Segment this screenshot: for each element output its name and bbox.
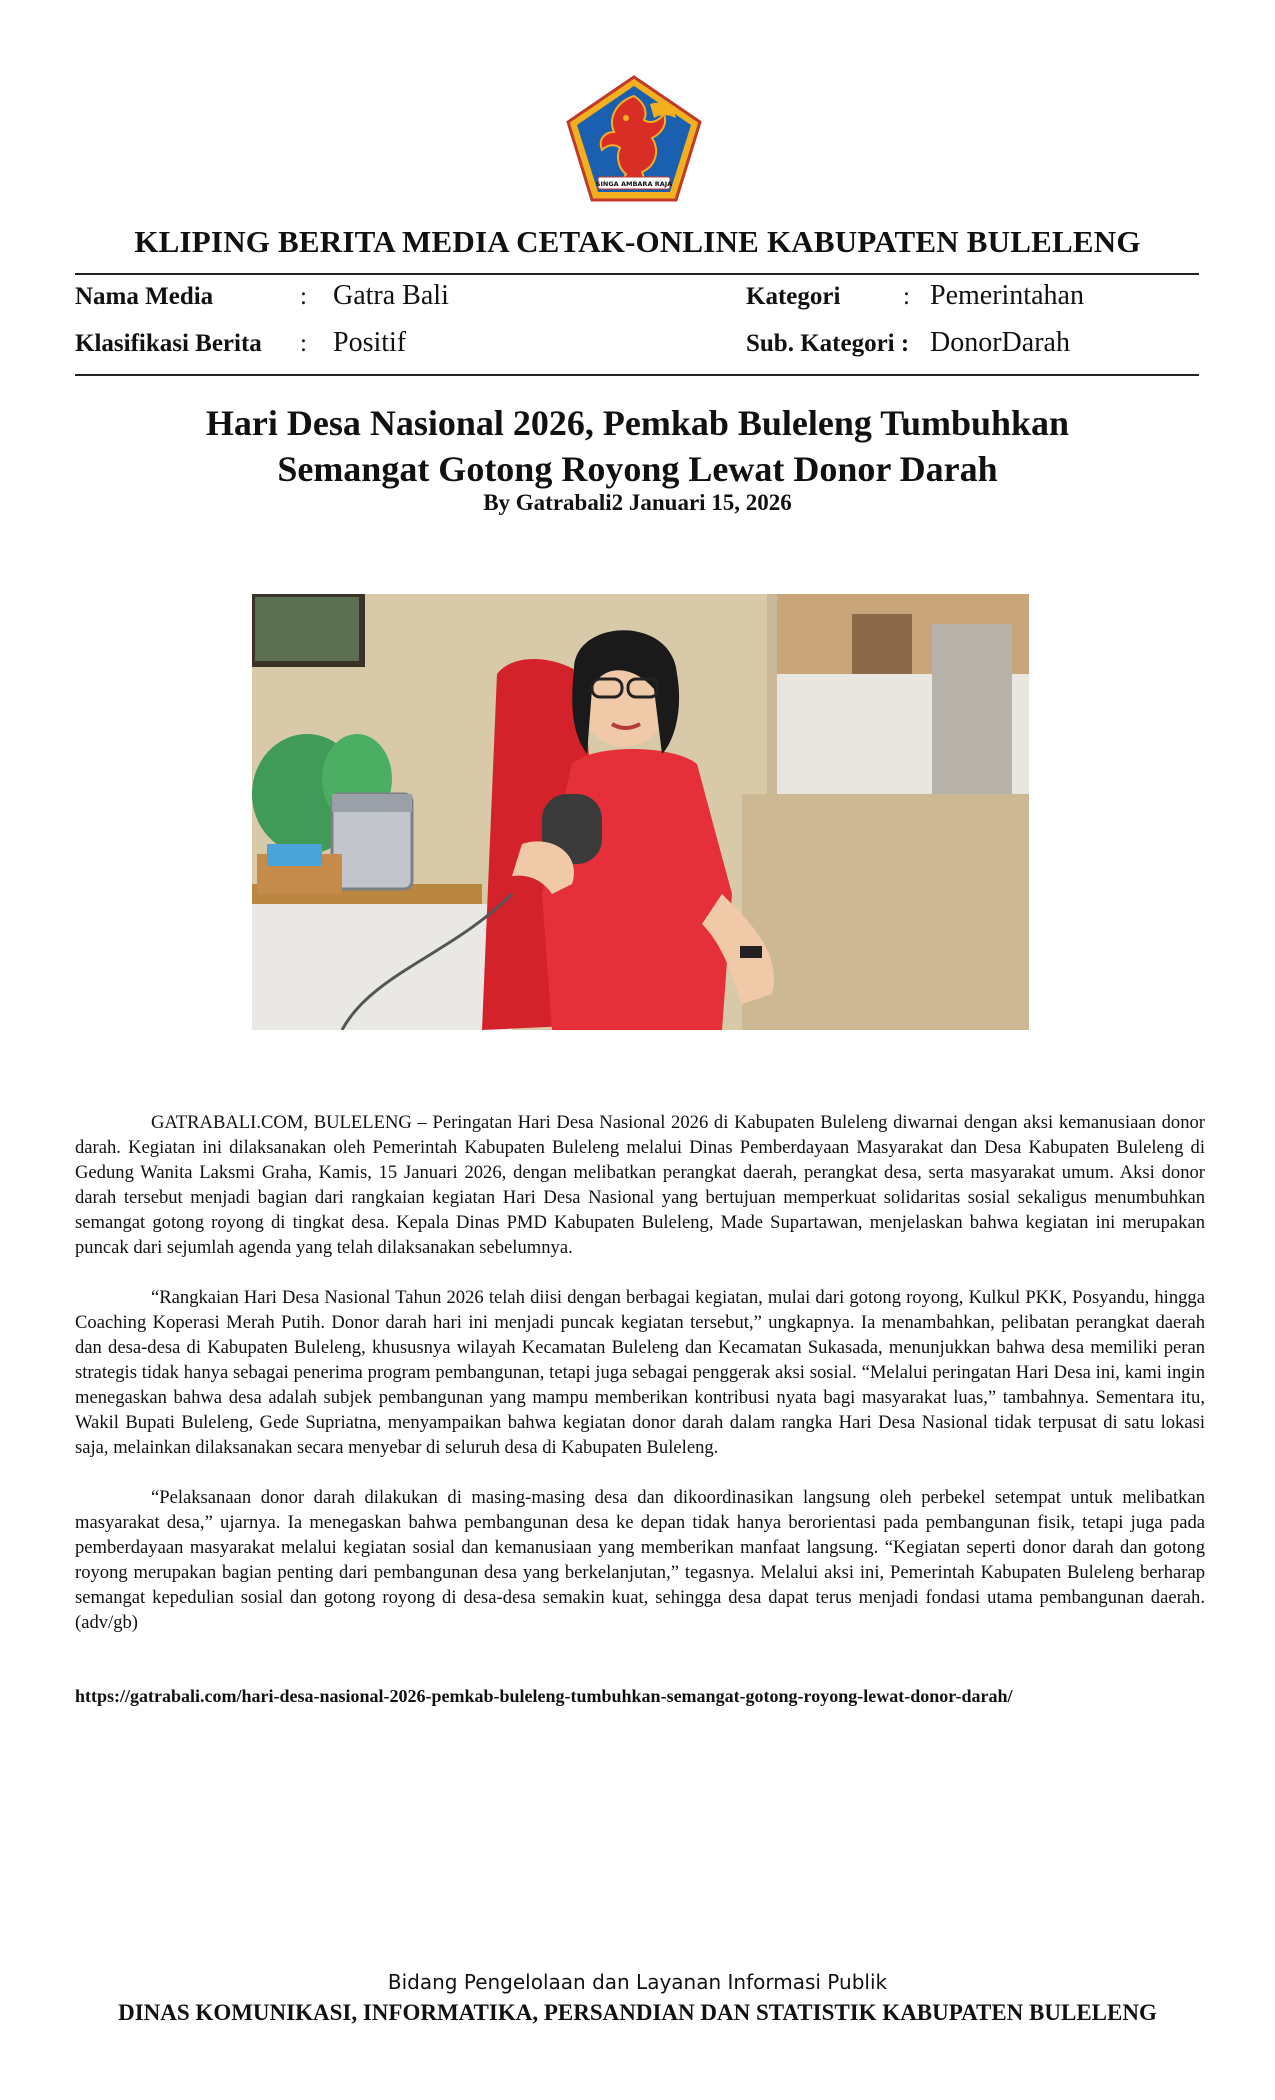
- article-paragraph-3: “Pelaksanaan donor darah dilakukan di masing-masing desa dan dikoordinasikan langsung oleh perbekel setempat untuk melibatkan masyarakat desa,” ujarnya. Ia menegaskan bahwa pembangunan desa ke depan tidak hanya berorientasi pada pembangunan fisik, tetapi juga pada pemberdayaan masyarakat melalui kegiatan sosial dan kemanusiaan yang memberikan manfaat langsung. “Kegiatan seperti donor darah dan gotong royong merupakan bagian penting dari pembangunan desa yang berkelanjutan,” tegasnya. Melalui aksi ini, Pemerintah Kabupaten Buleleng berharap semangat kepedulian sosial dan gotong royong di desa-desa semakin kuat, sehingga desa dapat terus menjadi fondasi utama pembangunan daerah.(adv/gb): [75, 1487, 1205, 1633]
- article-paragraph-1: GATRABALI.COM, BULELENG – Peringatan Hari Desa Nasional 2026 di Kabupaten Buleleng diwarnai dengan aksi kemanusiaan donor darah. Kegiatan ini dilaksanakan oleh Pemerintah Kabupaten Buleleng melalui Dinas Pemberdayaan Masyarakat dan Desa Kabupaten Buleleng di Gedung Wanita Laksmi Graha, Kamis, 15 Januari 2026, dengan melibatkan perangkat daerah, perangkat desa, serta masyarakat umum. Aksi donor darah tersebut menjadi bagian dari rangkaian kegiatan Hari Desa Nasional yang bertujuan memperkuat solidaritas sosial sekaligus menumbuhkan semangat gotong royong di tingkat desa. Kepala Dinas PMD Kabupaten Buleleng, Made Supartawan, menjelaskan bahwa kegiatan ini merupakan puncak dari sejumlah agenda yang telah dilaksanakan sebelumnya.: [75, 1112, 1205, 1258]
- headline-line-1: Hari Desa Nasional 2026, Pemkab Buleleng Tumbuhkan: [205, 403, 1070, 443]
- footer-dinas: DINAS KOMUNIKASI, INFORMATIKA, PERSANDIAN DAN STATISTIK KABUPATEN BULELENG: [118, 2000, 1157, 2025]
- sub-kategori-label: Sub. Kategori :: [746, 330, 910, 357]
- crest-motto: SINGA AMBARA RAJA: [595, 180, 673, 188]
- article-paragraph-2: “Rangkaian Hari Desa Nasional Tahun 2026 telah diisi dengan berbagai kegiatan, mulai dari gotong royong, Kulkul PKK, Posyandu, hingga Coaching Koperasi Merah Putih. Donor darah hari ini menjadi puncak kegiatan tersebut,” ungkapnya. Ia menambahkan, pelibatan perangkat daerah dan desa-desa di Kabupaten Buleleng, khususnya wilayah Kecamatan Buleleng dan Kecamatan Sukasada, menunjukkan bahwa desa memiliki peran strategis tidak hanya sebagai penerima program pembangunan, tetapi juga sebagai penggerak aksi sosial. “Melalui peringatan Hari Desa ini, kami ingin menegaskan bahwa desa adalah subjek pembangunan yang mampu memberikan kontribusi nyata bagi masyarakat luas,” tambahnya. Sementara itu, Wakil Bupati Buleleng, Gede Supriatna, menyampaikan bahwa kegiatan donor darah dalam rangka Hari Desa Nasional tidak terpusat di satu lokasi saja, melainkan dilaksanakan secara menyebar di seluruh desa di Kabupaten Buleleng.: [75, 1287, 1205, 1458]
- kategori-value: Pemerintahan: [930, 280, 1084, 311]
- article-photo: [252, 594, 1029, 1030]
- nama-media-label: Nama Media: [75, 283, 214, 310]
- sub-kategori-value: DonorDarah: [930, 327, 1070, 358]
- kliping-title: KLIPING BERITA MEDIA CETAK-ONLINE KABUPATEN BULELENG: [134, 224, 1141, 259]
- nama-media-value: Gatra Bali: [333, 280, 449, 311]
- article-headline: [0, 400, 1275, 492]
- klasifikasi-label: Klasifikasi Berita: [75, 330, 262, 357]
- source-url-link[interactable]: https://gatrabali.com/hari-desa-nasional-2026-pemkab-buleleng-tumbuhkan-semangat-gotong-royong-lewat-donor-darah/: [75, 1686, 1013, 1706]
- kategori-label: Kategori: [746, 283, 841, 310]
- article-byline: By Gatrabali2 Januari 15, 2026: [483, 490, 792, 515]
- article-body: [75, 1110, 1205, 1660]
- headline-line-2: Semangat Gotong Royong Lewat Donor Darah: [277, 449, 998, 489]
- buleleng-crest-logo: [564, 74, 704, 204]
- klasifikasi-value: Positif: [333, 327, 407, 358]
- footer-bidang: Bidang Pengelolaan dan Layanan Informasi Publik: [387, 1970, 888, 1994]
- header-top-rule: [75, 273, 1199, 275]
- kategori-colon: :: [903, 283, 910, 310]
- nama-media-colon: :: [300, 283, 307, 310]
- klasifikasi-colon: :: [300, 330, 307, 357]
- header-bottom-rule: [75, 374, 1199, 376]
